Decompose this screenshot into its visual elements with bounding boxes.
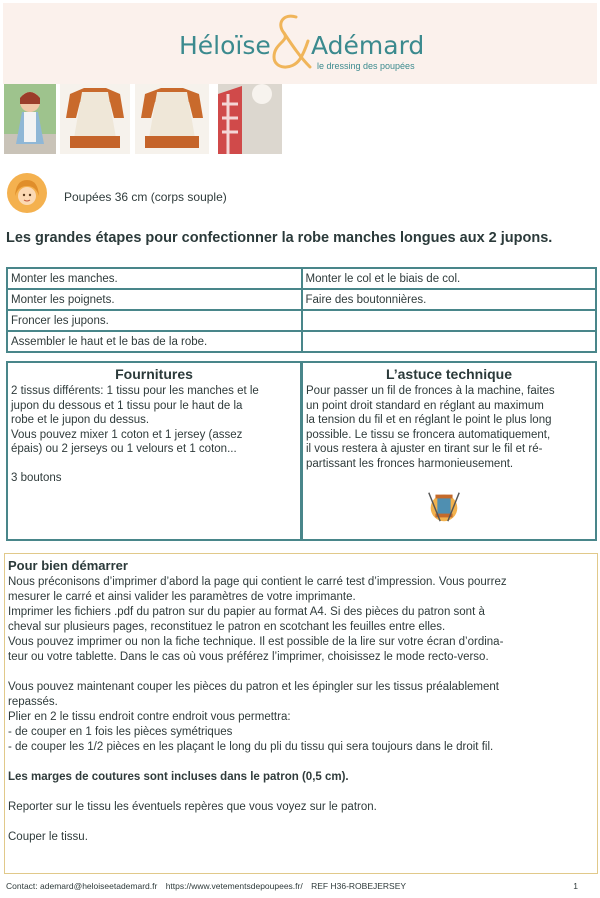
brand-name-left: Héloïse (179, 31, 271, 60)
text-line: un point droit standard en réglant au maximum (306, 399, 544, 412)
text-line: Vous pouvez imprimer ou non la fiche technique. Il est possible de la lire sur votre écran d’ordina- (8, 636, 504, 648)
text-line: mesurer le carré et ainsi valider les paramètres de votre imprimante. (8, 591, 356, 603)
table-row (7, 268, 596, 289)
tip-text (303, 382, 595, 473)
text-line (8, 815, 594, 830)
page-title: Les grandes étapes pour confectionner la robe manches longues aux 2 jupons. (6, 230, 553, 246)
supplies-title: Fournitures (115, 366, 193, 382)
brand-logo (173, 13, 433, 75)
text-line: Reporter sur le tissu les éventuels repères que vous voyez sur le patron. (8, 801, 377, 813)
footer-url[interactable]: https://www.vetementsdepoupees.fr/ (165, 881, 303, 891)
text-line: Plier en 2 le tissu endroit contre endroit vous permettra: (8, 711, 291, 723)
text-line (8, 755, 594, 770)
step-cell (302, 310, 597, 331)
step-cell: Monter les poignets. (7, 289, 302, 310)
text-line: robe et le jupon du dessus. (11, 414, 150, 426)
photo-dress-detail (218, 84, 282, 154)
text-line: - de couper les 1/2 pièces en les plaçant le long du pli du tissu qui sera toujours dans le droit fil. (8, 741, 494, 753)
footer-ref: REF H36-ROBEJERSEY (311, 881, 407, 891)
doll-size-row (6, 172, 596, 222)
text-line: il vous restera à ajuster en tirant sur le fil et ré- (306, 443, 543, 455)
doll-size-label: Poupées 36 cm (corps souple) (64, 190, 227, 204)
step-cell: Monter les manches. (7, 268, 302, 289)
text-line: partissant les fronces harmonieusement. (306, 457, 514, 470)
text-line: Imprimer les fichiers .pdf du patron sur du papier au format A4. Si des pièces du patron sont à (8, 606, 485, 618)
steps-table (6, 267, 597, 353)
getting-started-box (4, 553, 598, 874)
text-line: jupon du dessous et 1 tissu pour le haut de la (11, 399, 243, 412)
doll-face-icon (6, 172, 48, 214)
brand-tagline: le dressing des poupées (317, 61, 415, 71)
text-line: Vous pouvez mixer 1 coton et 1 jersey (assez (11, 428, 243, 441)
brand-name-right: Adémard (311, 31, 425, 60)
text-line: Pour passer un fil de fronces à la machine, faites (306, 385, 555, 397)
photo-dress-front (60, 84, 130, 154)
text-line: Vous pouvez maintenant couper les pièces du patron et les épingler sur les tissus préalablement (8, 681, 499, 693)
text-line: cheval sur plusieurs pages, reconstituez le patron en scotchant les feuilles entre elles. (8, 621, 446, 633)
step-cell: Monter le col et le biais de col. (302, 268, 597, 289)
step-cell: Froncer les jupons. (7, 310, 302, 331)
header-banner (3, 3, 597, 84)
text-line (8, 665, 594, 680)
text-line (8, 785, 594, 800)
text-line: teur ou votre tablette. Dans le cas où vous préférez l’imprimer, choisissez le mode recto-verso. (8, 651, 489, 663)
text-line: Couper le tissu. (8, 831, 88, 843)
step-cell (302, 331, 597, 352)
text-line: repassés. (8, 696, 58, 708)
getting-started-text (5, 575, 597, 845)
sewing-kit-icon (425, 487, 463, 525)
photo-doll-blue-dress (4, 84, 56, 154)
step-cell: Assembler le haut et le bas de la robe. (7, 331, 302, 352)
text-line: épais) ou 2 jerseys ou 1 velours et 1 coton... (11, 443, 237, 455)
footer-contact[interactable]: Contact: ademard@heloiseetademard.fr (6, 881, 158, 891)
text-line: la tension du fil et en réglant le point le plus long (306, 414, 552, 426)
footer (6, 881, 596, 891)
getting-started-title: Pour bien démarrer (8, 558, 128, 573)
text-line (11, 457, 297, 472)
page-number: 1 (573, 881, 578, 891)
table-row (7, 289, 596, 310)
table-row (7, 310, 596, 331)
ampersand-logo-icon (266, 11, 312, 75)
text-line: - de couper en 1 fois les pièces symétriques (8, 726, 233, 738)
text-line: Les marges de coutures sont incluses dans le patron (0,5 cm). (8, 771, 349, 783)
photo-dress-back (135, 84, 209, 154)
tip-title: L’astuce technique (385, 366, 513, 382)
text-line: 3 boutons (11, 472, 62, 484)
tip-box (301, 361, 597, 541)
text-line: 2 tissus différents: 1 tissu pour les manches et le (11, 385, 259, 397)
step-cell: Faire des boutonnières. (302, 289, 597, 310)
table-row (7, 331, 596, 352)
supplies-text (8, 382, 300, 488)
text-line: Nous préconisons d’imprimer d’abord la page qui contient le carré test d’impression. Vous pourrez (8, 576, 507, 588)
text-line: possible. Le tissu se froncera automatiquement, (306, 428, 551, 441)
supplies-box (6, 361, 302, 541)
